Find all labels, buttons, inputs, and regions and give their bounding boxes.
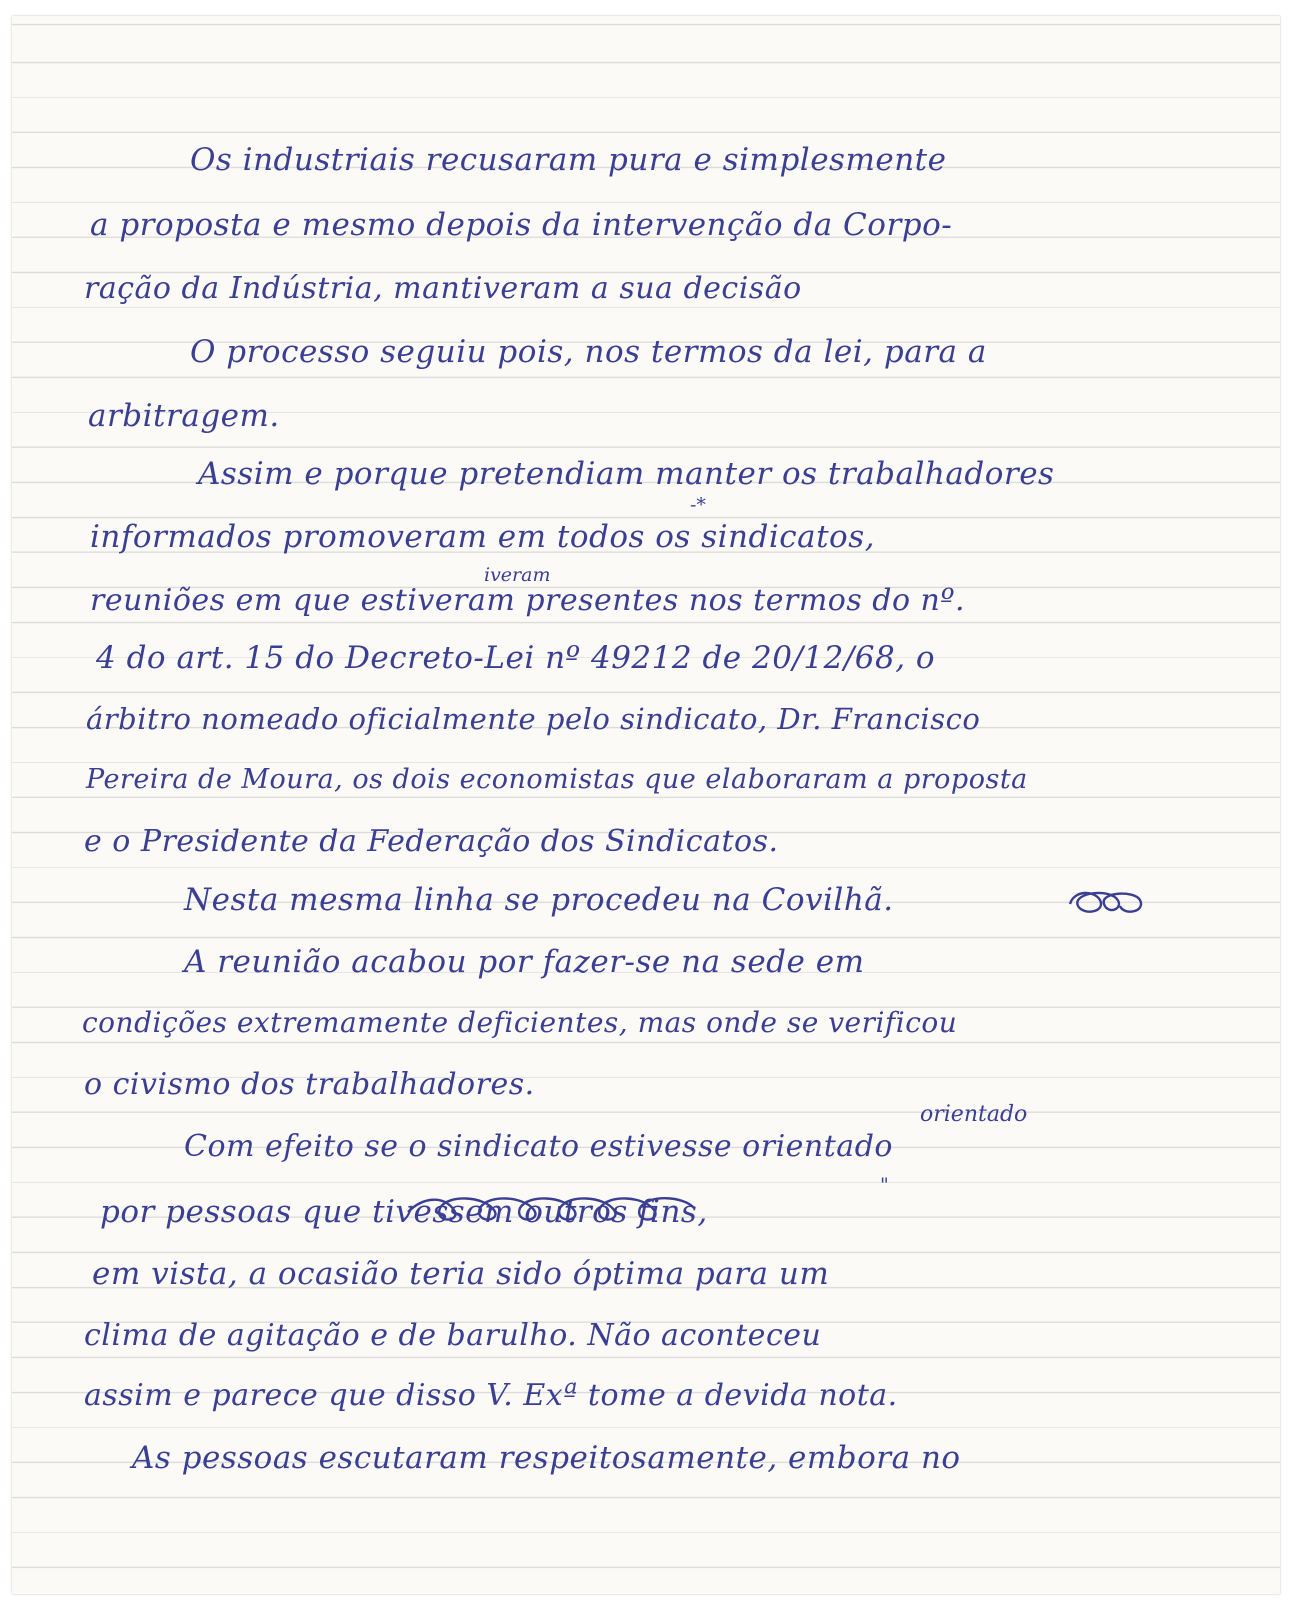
handwritten-line-10: árbitro nomeado oficialmente pelo sindicato, Dr. Francisco <box>86 702 981 736</box>
handwritten-line-22: As pessoas escutaram respeitosamente, embora no <box>132 1440 961 1476</box>
handwritten-line-19: em vista, a ocasião teria sido óptima para um <box>92 1256 830 1292</box>
handwritten-line-9: 4 do art. 15 do Decreto-Lei nº 49212 de 20/12/68, o <box>96 640 936 676</box>
handwritten-line-12: e o Presidente da Federação dos Sindicatos. <box>84 824 779 859</box>
handwritten-line-6: Assim e porque pretendiam manter os trabalhadores <box>198 456 1055 492</box>
handwritten-line-16: o civismo dos trabalhadores. <box>84 1067 535 1102</box>
scribble-strikeout-line-18 <box>404 1192 704 1228</box>
handwritten-line-4: O processo seguiu pois, nos termos da lei, para a <box>190 334 987 370</box>
handwritten-line-2: a proposta e mesmo depois da intervenção da Corpo- <box>90 207 953 243</box>
handwritten-line-18: por pessoas que tivessem outros fins, <box>100 1194 708 1230</box>
handwritten-line-3: ração da Indústria, mantiveram a sua decisão <box>84 271 802 306</box>
notebook-page <box>12 16 1280 1594</box>
handwritten-line-13: Nesta mesma linha se procedeu na Covilhã. <box>184 882 894 918</box>
handwritten-line-15: condições extremamente deficientes, mas onde se verificou <box>82 1006 958 1039</box>
insertion-above-line-8: iveram <box>484 564 551 586</box>
insertion-mark-caret: " <box>880 1174 889 1196</box>
handwritten-line-8: reuniões em que estiveram presentes nos termos do nº. <box>90 583 966 618</box>
handwritten-line-17: Com efeito se o sindicato estivesse orientado <box>184 1129 893 1164</box>
scribble-strikeout-end-line-13 <box>1064 886 1150 920</box>
handwritten-line-7: informados promoveram em todos os sindicatos, <box>90 519 875 555</box>
handwritten-line-20: clima de agitação e de barulho. Não aconteceu <box>84 1318 822 1353</box>
handwritten-line-11: Pereira de Moura, os dois economistas que elaboraram a proposta <box>86 764 1028 795</box>
insertion-above-line-17: orientado <box>920 1102 1028 1127</box>
handwritten-line-1: Os industriais recusaram pura e simplesmente <box>190 142 947 178</box>
insertion-mark-asterisk: -* <box>690 494 706 516</box>
handwritten-line-14: A reunião acabou por fazer-se na sede em <box>184 944 865 980</box>
handwritten-line-21: assim e parece que disso V. Exª tome a devida nota. <box>84 1378 898 1413</box>
handwritten-line-5: arbitragem. <box>88 398 280 434</box>
